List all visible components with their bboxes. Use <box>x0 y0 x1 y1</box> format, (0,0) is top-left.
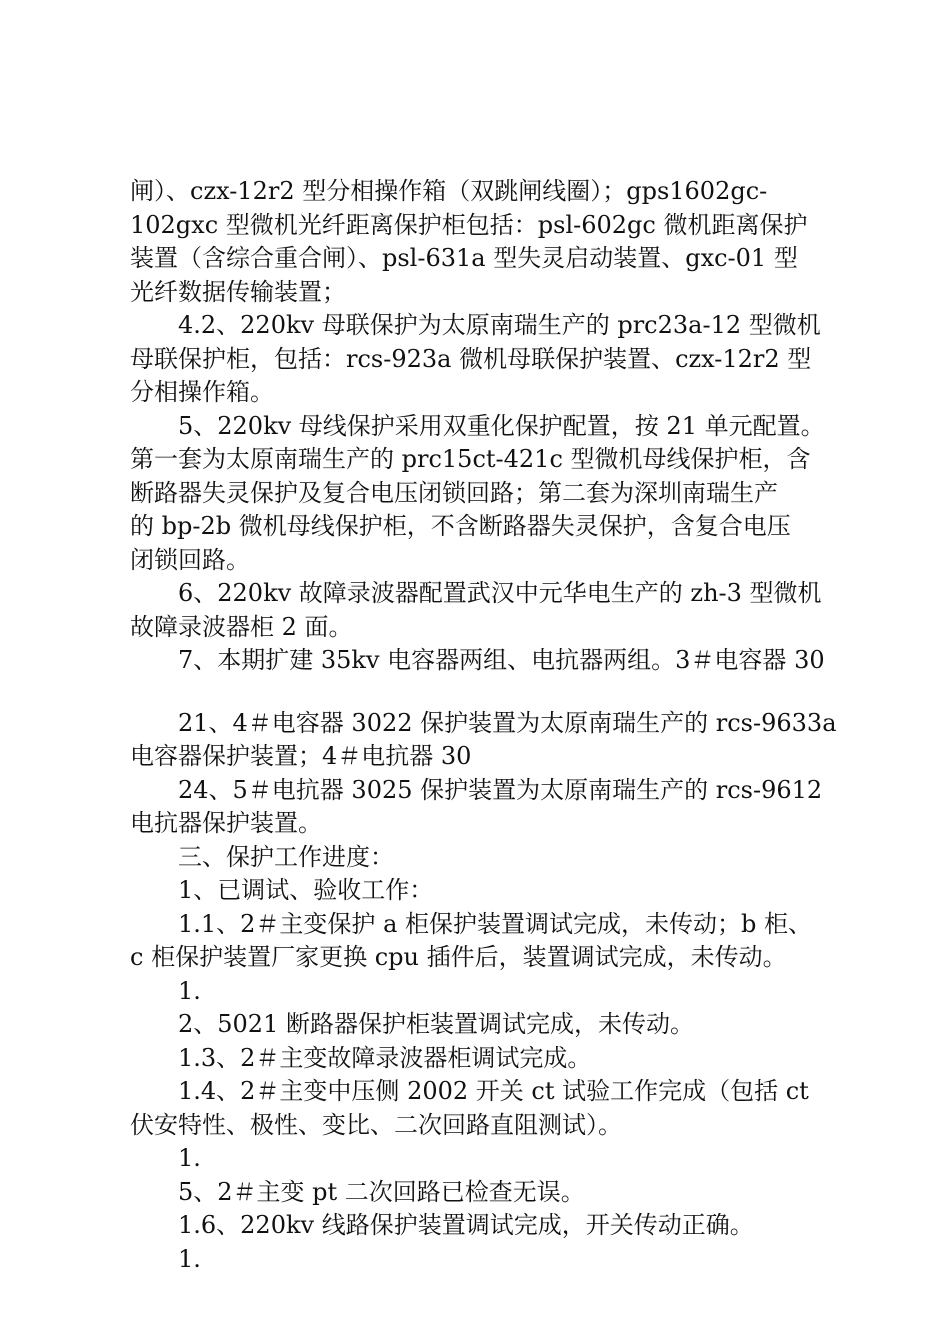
text-line: c 柜保护装置厂家更换 cpu 插件后，装置调试完成，未传动。 <box>130 943 787 971</box>
text-line: 102gxc 型微机光纤距离保护柜包括：psl-602gc 微机距离保护 <box>130 210 808 239</box>
text-line: 分相操作箱。 <box>130 378 274 406</box>
section-heading: 三、保护工作进度： <box>178 842 394 871</box>
paragraph-start: 6、220kv 故障录波器配置武汉中元华电生产的 zh-3 型微机 <box>178 579 822 607</box>
paragraph-start: 5、220kv 母线保护采用双重化保护配置，按 21 单元配置。 <box>178 411 825 440</box>
text-line: 装置（含综合重合闸）、psl-631a 型失灵启动装置、gxc-01 型 <box>130 244 798 272</box>
paragraph-start: 24、5＃电抗器 3025 保护装置为太原南瑞生产的 rcs-9612 <box>178 775 823 804</box>
paragraph-start: 1. <box>178 1244 201 1273</box>
text-line: 母联保护柜，包括：rcs-923a 微机母联保护装置、czx-12r2 型 <box>130 344 812 373</box>
text-line: 的 bp-2b 微机母线保护柜，不含断路器失灵保护，含复合电压 <box>130 512 791 540</box>
paragraph-start: 21、4＃电容器 3022 保护装置为太原南瑞生产的 rcs-9633a <box>178 708 837 737</box>
paragraph-start: 2、5021 断路器保护柜装置调试完成，未传动。 <box>178 1010 694 1038</box>
paragraph-start: 1.3、2＃主变故障录波器柜调试完成。 <box>178 1043 592 1072</box>
paragraph-start: 5、2＃主变 pt 二次回路已检查无误。 <box>178 1177 585 1206</box>
paragraph-start: 1. <box>178 1144 201 1172</box>
text-line: 光纤数据传输装置； <box>130 277 346 306</box>
text-line: 闭锁回路。 <box>130 545 250 574</box>
paragraph-gap <box>130 678 840 707</box>
paragraph-start: 1. <box>178 976 201 1005</box>
text-line: 断路器失灵保护及复合电压闭锁回路；第二套为深圳南瑞生产 <box>130 478 778 507</box>
subsection-heading: 1、已调试、验收工作： <box>178 876 434 904</box>
paragraph-start: 4.2、220kv 母联保护为太原南瑞生产的 prc23a-12 型微机 <box>178 311 821 339</box>
paragraph-start: 7、本期扩建 35kv 电容器两组、电抗器两组。3＃电容器 30 <box>178 646 825 674</box>
paragraph-start: 1.4、2＃主变中压侧 2002 开关 ct 试验工作完成（包括 ct <box>178 1077 809 1105</box>
text-line: 第一套为太原南瑞生产的 prc15ct-421c 型微机母线保护柜，含 <box>130 445 811 473</box>
text-line: 故障录波器柜 2 面。 <box>130 612 353 641</box>
text-line: 伏安特性、极性、变比、二次回路直阻测试）。 <box>130 1110 622 1139</box>
document-body <box>130 175 840 1276</box>
text-line: 电容器保护装置；4＃电抗器 30 <box>130 742 472 770</box>
text-line: 闸）、czx-12r2 型分相操作箱（双跳闸线圈）；gps1602gc- <box>130 177 768 205</box>
paragraph-start: 1.1、2＃主变保护 a 柜保护装置调试完成，未传动；b 柜、 <box>178 909 812 938</box>
text-line: 电抗器保护装置。 <box>130 809 322 837</box>
paragraph-start: 1.6、220kv 线路保护装置调试完成，开关传动正确。 <box>178 1211 754 1239</box>
